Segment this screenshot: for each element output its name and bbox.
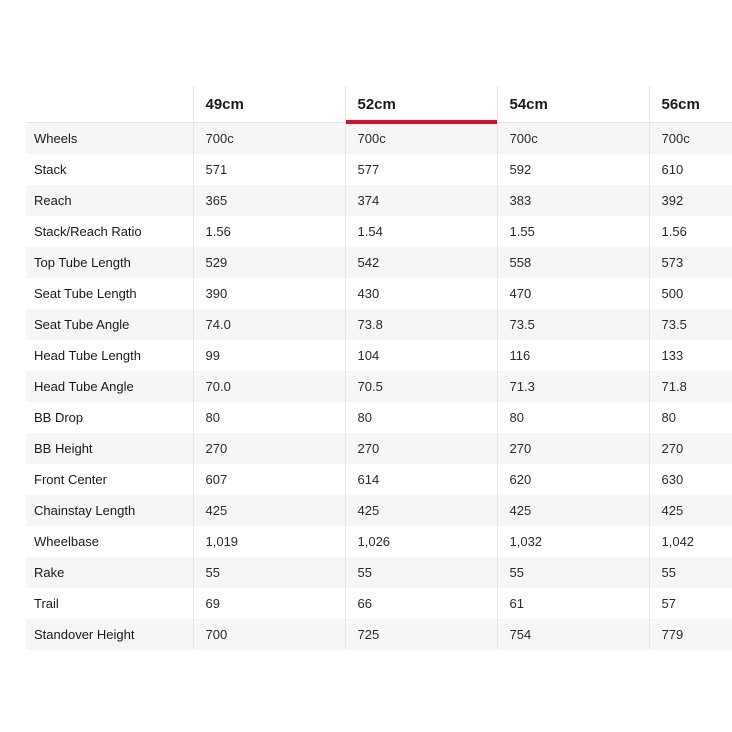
table-cell: 610: [649, 154, 732, 185]
table-row: [26, 309, 732, 340]
table-row: [26, 123, 732, 155]
table-cell: 116: [497, 340, 649, 371]
table-cell: 133: [649, 340, 732, 371]
table-cell: 80: [497, 402, 649, 433]
table-row: [26, 557, 732, 588]
table-cell: 99: [193, 340, 345, 371]
table-cell: 71.8: [649, 371, 732, 402]
row-label: Chainstay Length: [26, 495, 193, 526]
table-cell: 700c: [345, 123, 497, 155]
table-cell: 607: [193, 464, 345, 495]
table-cell: 57: [649, 588, 732, 619]
row-label: Wheels: [26, 123, 193, 155]
row-label: BB Height: [26, 433, 193, 464]
table-cell: 55: [345, 557, 497, 588]
header-row: [26, 86, 732, 123]
table-cell: 66: [345, 588, 497, 619]
table-body: [26, 123, 732, 651]
table-row: [26, 247, 732, 278]
table-row: [26, 340, 732, 371]
table-cell: 700c: [649, 123, 732, 155]
table-cell: 71.3: [497, 371, 649, 402]
table-cell: 558: [497, 247, 649, 278]
table-cell: 55: [649, 557, 732, 588]
row-label: Wheelbase: [26, 526, 193, 557]
table-cell: 1,026: [345, 526, 497, 557]
table-cell: 270: [497, 433, 649, 464]
table-cell: 620: [497, 464, 649, 495]
size-column-header-49cm[interactable]: 49cm: [193, 86, 345, 123]
table-cell: 390: [193, 278, 345, 309]
size-column-header-54cm[interactable]: 54cm: [497, 86, 649, 123]
table-cell: 425: [497, 495, 649, 526]
table-cell: 80: [193, 402, 345, 433]
table-cell: 470: [497, 278, 649, 309]
table-row: [26, 154, 732, 185]
table-cell: 1.56: [649, 216, 732, 247]
row-label: Standover Height: [26, 619, 193, 650]
table-row: [26, 495, 732, 526]
table-cell: 55: [193, 557, 345, 588]
table-cell: 571: [193, 154, 345, 185]
table-row: [26, 619, 732, 650]
table-cell: 700c: [193, 123, 345, 155]
table-row: [26, 433, 732, 464]
table-cell: 700c: [497, 123, 649, 155]
row-label: Head Tube Angle: [26, 371, 193, 402]
table-cell: 73.8: [345, 309, 497, 340]
table-cell: 70.5: [345, 371, 497, 402]
table-cell: 365: [193, 185, 345, 216]
table-row: [26, 464, 732, 495]
table-cell: 592: [497, 154, 649, 185]
table-cell: 383: [497, 185, 649, 216]
table-header: [26, 86, 732, 123]
table-cell: 542: [345, 247, 497, 278]
table-row: [26, 402, 732, 433]
table-cell: 270: [345, 433, 497, 464]
row-label: Stack: [26, 154, 193, 185]
table-cell: 74.0: [193, 309, 345, 340]
table-cell: 80: [345, 402, 497, 433]
row-label: BB Drop: [26, 402, 193, 433]
row-label: Head Tube Length: [26, 340, 193, 371]
row-label: Top Tube Length: [26, 247, 193, 278]
row-label: Front Center: [26, 464, 193, 495]
table-cell: 70.0: [193, 371, 345, 402]
table-cell: 430: [345, 278, 497, 309]
table-cell: 69: [193, 588, 345, 619]
table-cell: 425: [649, 495, 732, 526]
table-cell: 270: [649, 433, 732, 464]
table-cell: 1.55: [497, 216, 649, 247]
table-row: [26, 185, 732, 216]
table-cell: 500: [649, 278, 732, 309]
table-cell: 1.56: [193, 216, 345, 247]
table-row: [26, 216, 732, 247]
table-cell: 61: [497, 588, 649, 619]
table-cell: 614: [345, 464, 497, 495]
table-row: [26, 588, 732, 619]
row-label: Rake: [26, 557, 193, 588]
table-cell: 754: [497, 619, 649, 650]
table-cell: 1,042: [649, 526, 732, 557]
table-cell: 577: [345, 154, 497, 185]
table-cell: 573: [649, 247, 732, 278]
table-cell: 374: [345, 185, 497, 216]
table-cell: 425: [345, 495, 497, 526]
row-label: Trail: [26, 588, 193, 619]
header-label-column: [26, 86, 193, 123]
row-label: Seat Tube Length: [26, 278, 193, 309]
table-cell: 73.5: [649, 309, 732, 340]
row-label: Seat Tube Angle: [26, 309, 193, 340]
table-cell: 55: [497, 557, 649, 588]
table-cell: 725: [345, 619, 497, 650]
table-cell: 700: [193, 619, 345, 650]
table-cell: 392: [649, 185, 732, 216]
table-cell: 1,032: [497, 526, 649, 557]
size-column-header-56cm[interactable]: 56cm: [649, 86, 732, 123]
size-column-header-52cm[interactable]: 52cm: [345, 86, 497, 123]
geometry-table-container: [26, 86, 732, 650]
geometry-table: [26, 86, 732, 650]
table-cell: 73.5: [497, 309, 649, 340]
table-row: [26, 526, 732, 557]
table-row: [26, 371, 732, 402]
table-cell: 630: [649, 464, 732, 495]
table-cell: 779: [649, 619, 732, 650]
row-label: Stack/Reach Ratio: [26, 216, 193, 247]
table-cell: 1.54: [345, 216, 497, 247]
table-cell: 425: [193, 495, 345, 526]
table-cell: 104: [345, 340, 497, 371]
row-label: Reach: [26, 185, 193, 216]
table-cell: 270: [193, 433, 345, 464]
table-cell: 80: [649, 402, 732, 433]
table-row: [26, 278, 732, 309]
table-cell: 529: [193, 247, 345, 278]
table-cell: 1,019: [193, 526, 345, 557]
